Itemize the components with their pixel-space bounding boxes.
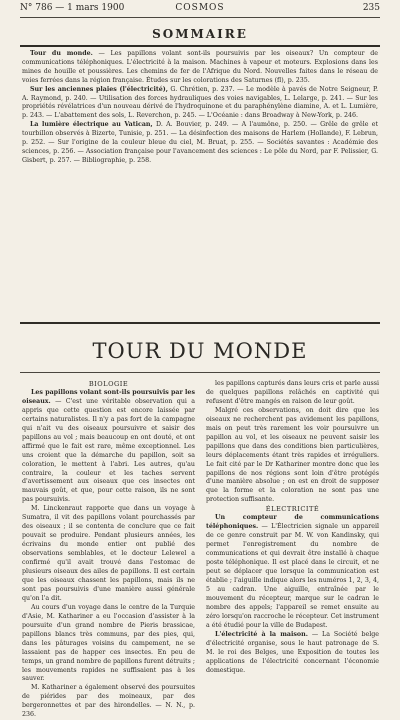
sommaire-body: D. A. Bouvier, p. 249. — A l'aumône, p. 250. — Grêle de grêle et tourbillon observés à Bizerte, Tunisie, p. 251. — La désinfection des maisons de Harlem (Hollande), F. Lebrun, p. 252. — Sur l'origine de la couleur bleue du ciel, M. Bruat, p. 255. — Sociétés savantes : Académie des sciences, p. 256. — Association française pour l'avancement des sciences : Le pôle du Nord, par F. Pelissier, G. Gisbert, p. 257. — Bibliographie, p. 258. (22, 121, 378, 164)
section-rule (20, 372, 380, 373)
article-lead: L'électricité à la maison. (215, 630, 308, 638)
article-paragraph: M. Linckenraut rapporte que dans un voyage à Sumatra, il vit des papillons volant pourchassés par des oiseaux ; il se contenta de conclure que ce fait pouvait se produire. Pendant plusieurs années, les écrivains du monde entier ont publié des observations semblables, et le docteur Lelewel a confirmé qu'il avait trouvé dans l'estomac de plusieurs oiseaux des ailes de papillons. Il est certain que les oiseaux chassent les papillons, mais ils ne sont pas poursuivis d'une manière aussi générale qu'on l'a dit. (22, 505, 195, 602)
article-body: — L'Électricien signale un appareil de ce genre construit par M. W. von Kandinsky, qui permet l'enregistrement du nombre de communications et qui devrait être installé à chaque poste téléphonique. Il est placé dans le circuit, et ne peut se déplacer que lorsque la communication est établie ; l'aiguille indique alors les numéros 1, 2, 3, 4, 5 au cadran. Une aiguille, entraînée par le mouvement du récepteur, marque sur le cadran le nombre des appels; l'appareil se remet ensuite au zéro lorsqu'on raccroche le récepteur. Cet instrument a été étudié pour la ville de Budapest. (206, 523, 379, 629)
article-paragraph: Au cours d'un voyage dans le centre de la Turquie d'Asie, M. Kathariner a eu l'occasion d'assister à la poursuite d'un grand nombre de Pieris brassicae, papillons blancs très communs, par des pies, qui, dans les pâturages voisins du campement, ne se lassaient pas de happer ces insectes. En peu de temps, un grand nombre de papillons furent détruits ; les mouvements rapides ne suffisaient pas à les sauver. (22, 603, 195, 683)
issue-number: N° 786 — 1 mars 1900 (20, 3, 125, 13)
sommaire-lead: La lumière électrique au Vatican, (30, 121, 153, 129)
right-column (206, 380, 379, 674)
running-header (20, 2, 380, 14)
sommaire-paragraph (22, 121, 378, 166)
article-body: — C'est une véritable observation qui a appris que cette question est encore laissée par certains naturalistes. Il n'y a pas fort de la campagne qui n'ait vu des oiseaux poursuivre et saisir des papillons au vol ; mais beaucoup en ont douté, et ont affirmé que le fait est rare, même exceptionnel. Les uns croient que la démarche du papillon, soit sa coloration, le mettent à l'abri. Les autres, qu'au contraire, la couleur et les taches servent d'avertissement aux oiseaux que ces insectes ont mauvais goût, et que, pour cette raison, ils ne sont pas poursuivis. (22, 397, 195, 504)
article-paragraph (22, 389, 195, 505)
sommaire-rule-bottom (20, 322, 380, 324)
journal-name: COSMOS (175, 3, 225, 13)
sommaire-paragraph (22, 86, 378, 122)
article-paragraph: M. Kathariner a également observé des poursuites de piérides par des moineaux, par des bergeronnettes et par des hirondelles. — N. N., p. 236. (22, 684, 195, 719)
sommaire-title: SOMMAIRE (152, 27, 248, 41)
article-paragraph (206, 631, 379, 676)
article-lead: Un compteur de communications téléphoniques. (206, 514, 379, 531)
article-paragraph (206, 514, 379, 630)
sommaire-rule-top (20, 45, 380, 47)
article-paragraph: les papillons capturés dans leurs cris et parle aussi de quelques papillons relâchés en captivité qui refusent d'être mangés en raison de leur goût. (206, 380, 379, 405)
sommaire-body: G. Chrétien, p. 237. — Le modèle à pavés de Notre Seigneur, P. A. Raymond, p. 240. — Utilisation des forces hydrauliques des voies navigables, L. Lelarge, p. 241. — Sur les propriétés révélatrices d'un nouveau dérivé de l'hydroquinone et du paraphénylène diamine, A. et L. Lumière, p. 243. — L'abattement des sols, L. Reverchon, p. 245. — L'Océanie : dans Broadway à New-York, p. 246. (22, 85, 378, 120)
section-title: TOUR DU MONDE (92, 339, 308, 363)
article-paragraph: Malgré ces observations, on doit dire que les oiseaux ne recherchent pas avidement les papillons, mais on peut très rarement les voir poursuivre un papillon au vol, et les oiseaux ne peuvent saisir les papillons que dans des conditions bien particulières, leurs déplacements étant très rapides et irréguliers. Le fait cité par le Dr Kathariner montre donc que les papillons de nos régions sont loin d'être protégés d'une manière absolue ; on est en droit de supposer que la forme et la coloration ne sont pas une protection suffisante. (206, 406, 379, 504)
section-heading-electricite: ÉLECTRICITÉ (265, 505, 320, 514)
section-heading-biologie: BIOLOGIE (88, 380, 129, 388)
left-column (22, 380, 195, 719)
page-number: 235 (362, 3, 380, 13)
header-rule (20, 17, 380, 18)
sommaire-lead: Tour du monde. (30, 50, 93, 57)
sommaire-text (22, 50, 378, 318)
article-body: — La Société belge d'électricité organise, sous le haut patronage de S. M. le roi des Belges, une Exposition de toutes les applications de l'électricité concernant l'économie domestique. (206, 630, 379, 674)
article-lead: Les papillons volant sont-ils poursuivis par les oiseaux. (22, 388, 195, 405)
sommaire-body: — Les papillons volant sont-ils poursuivis par les oiseaux? Un compteur de communications téléphoniques. L'électricité à la maison. Machines à vapeur et moteurs. Explosions dans les mines de houille et poussières. Les chemins de fer de l'Afrique du Nord. Nouvelles faites dans le réseau de voies ferrées dans la région française. Études sur les colorations des Saturnes (fl), p. 235. (22, 50, 378, 84)
sommaire-paragraph (22, 50, 378, 86)
sommaire-lead: Sur les anciennes plaies (l'électricité), (30, 85, 168, 93)
